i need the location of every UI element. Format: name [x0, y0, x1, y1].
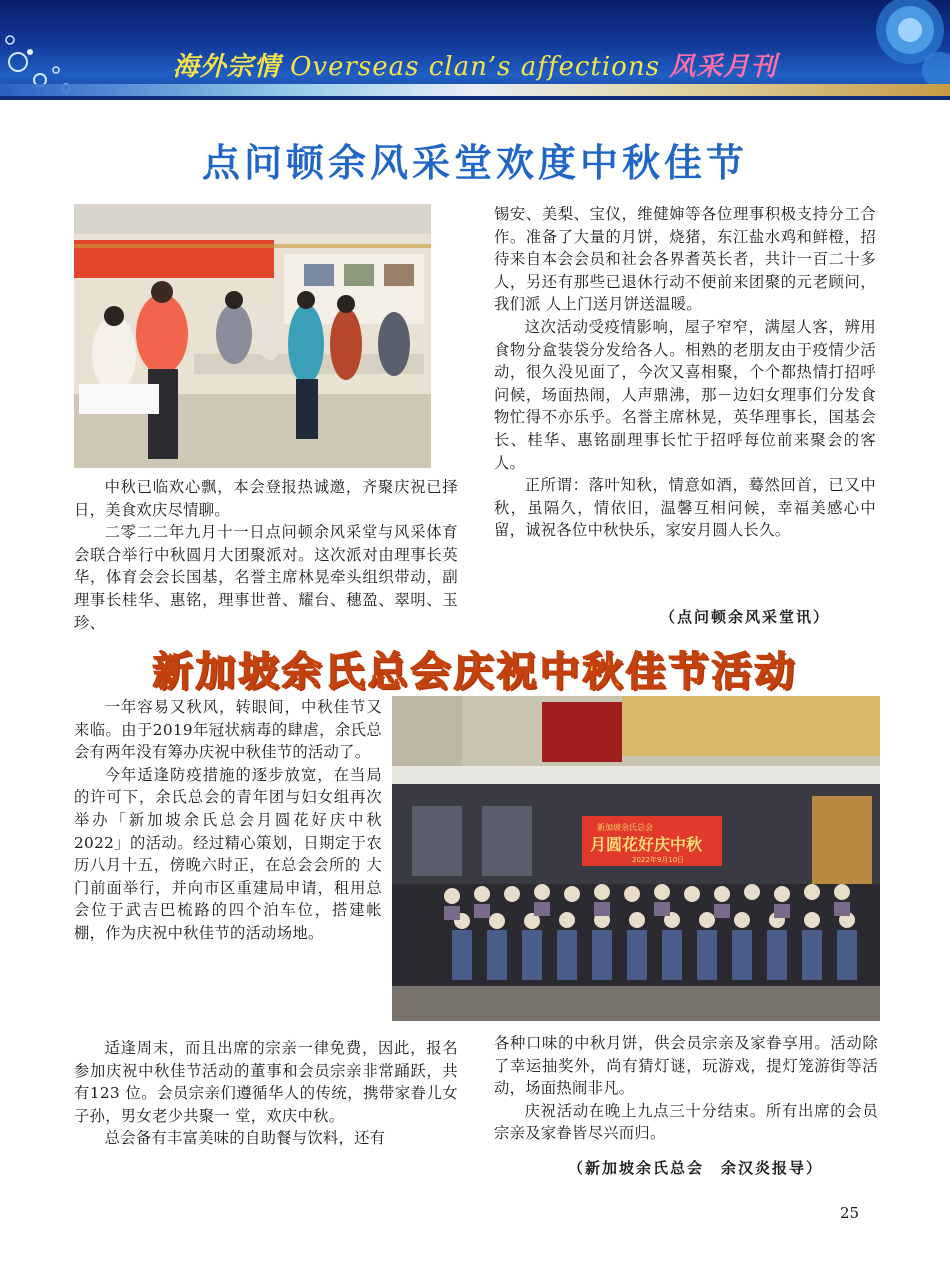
- article2-left-column-bottom: [74, 1037, 458, 1150]
- article2-paragraph: 庆祝活动在晚上九点三十分结束。所有出席的会员宗亲及家眷皆尽兴而归。: [494, 1101, 878, 1143]
- banner-small-text: 新加坡余氏总会: [597, 823, 653, 832]
- section-title-chinese: 海外宗情: [172, 52, 281, 82]
- article2-paragraph: 今年适逢防疫措施的逐步放宽，在当局的许可下，余氏总会的青年团与妇女组再次举办「新加坡余氏总会月圆花好庆中秋 2022」的活动。经过精心策划，日期定于农历八月十五，傍晚六时正，在总会会所的 大门前面举行，并向市区重建局申请，租用总会位于武吉巴梳路的四个泊车位，搭建帐棚，作为庆祝中秋佳节的活动场地。: [74, 765, 382, 942]
- article1-photo: [74, 204, 431, 468]
- banner-big-text: 月圆花好庆中秋: [590, 835, 703, 854]
- article1-right-column: [494, 203, 876, 542]
- article1-left-column: [74, 476, 458, 634]
- article2-photo: [392, 696, 880, 1021]
- article1-title: 点问顿余风采堂欢度中秋佳节: [201, 141, 748, 185]
- article2-right-column: [494, 1032, 878, 1145]
- article1-paragraph: 这次活动受疫情影响，屋子窄窄，满屋人客，辨用食物分盒装袋分发给各人。相熟的老朋友由于疫情少活动，很久没见面了，今次又喜相聚，个个都热情打招呼问候，场面热闹，人声鼎沸，那－边妇女理事们分发食物忙得不亦乐乎。名誉主席林晃，英华理事长，国基会长、桂华、惠铭副理事长忙于招呼每位前来聚会的客人。: [494, 317, 876, 472]
- article1-paragraph: 正所谓：落叶知秋，情意如酒，蓦然回首，已又中秋，虽隔久，情依旧，温馨互相问候，幸福美感心中留，诚祝各位中秋快乐，家安月圆人长久。: [494, 476, 876, 540]
- article1-paragraph: 锡安、美梨、宝仪，维健婶等各位理事积极支持分工合作。准备了大量的月饼，烧猪，东江盐水鸡和鲜橙，招待来自本会会员和社会各界耆英长者，共计一百二十多人，另还有那些已退休行动不便前来团聚的元老顾问，我们派 人上门送月饼送温暖。: [494, 205, 876, 314]
- article1-credit: （点问顿余风采堂讯）: [660, 608, 831, 626]
- article2-title: 新加坡余氏总会庆祝中秋佳节活动: [152, 649, 798, 695]
- article1-paragraph: 中秋已临欢心飘，本会登报热诚邀，齐聚庆祝已择日，美食欢庆尽情聊。: [74, 478, 458, 519]
- banner-bottom-line: [0, 96, 950, 100]
- article2-paragraph: 适逢周末，而且出席的宗亲一律免费，因此，报名参加庆祝中秋佳节活动的董事和会员宗亲非常踊跃，共有123 位。会员宗亲们遵循华人的传统，携带家眷儿女子孙，男女老少共聚一 堂，欢庆中秋。: [74, 1039, 458, 1125]
- section-title-english: Overseas clan’s affections: [290, 52, 660, 82]
- article2-credit: （新加坡余氏总会 余汉炎报导）: [568, 1159, 824, 1177]
- article2-paragraph: 一年容易又秋风，转眼间，中秋佳节又来临。由于2019年冠状病毒的肆虐，余氏总会有两年没有筹办庆祝中秋佳节的活动了。: [74, 698, 382, 762]
- article2-left-column-top: [74, 696, 382, 945]
- magazine-name: 风采月刊: [669, 52, 778, 82]
- article2-paragraph: 总会备有丰富美味的自助餐与饮料，还有: [104, 1129, 386, 1148]
- magazine-section-title: [0, 50, 950, 84]
- article1-paragraph: 二零二二年九月十一日点问顿余风采堂与风采体育会联合举行中秋圆月大团聚派对。这次派对由理事长英华，体育会会长国基，名誉主席林晃牵头组织带动，副理事长桂华、惠铭，理事世普、耀台、穗盈、翠明、玉珍、: [74, 523, 458, 632]
- banner-date-text: 2022年9月10日: [632, 856, 685, 864]
- article2-paragraph: 各种口味的中秋月饼，供会员宗亲及家眷享用。活动除了幸运抽奖外，尚有猜灯谜，玩游戏，提灯笼游街等活动，场面热闹非凡。: [494, 1034, 878, 1098]
- page-number: 25: [840, 1204, 860, 1222]
- magazine-header-banner: [0, 0, 950, 100]
